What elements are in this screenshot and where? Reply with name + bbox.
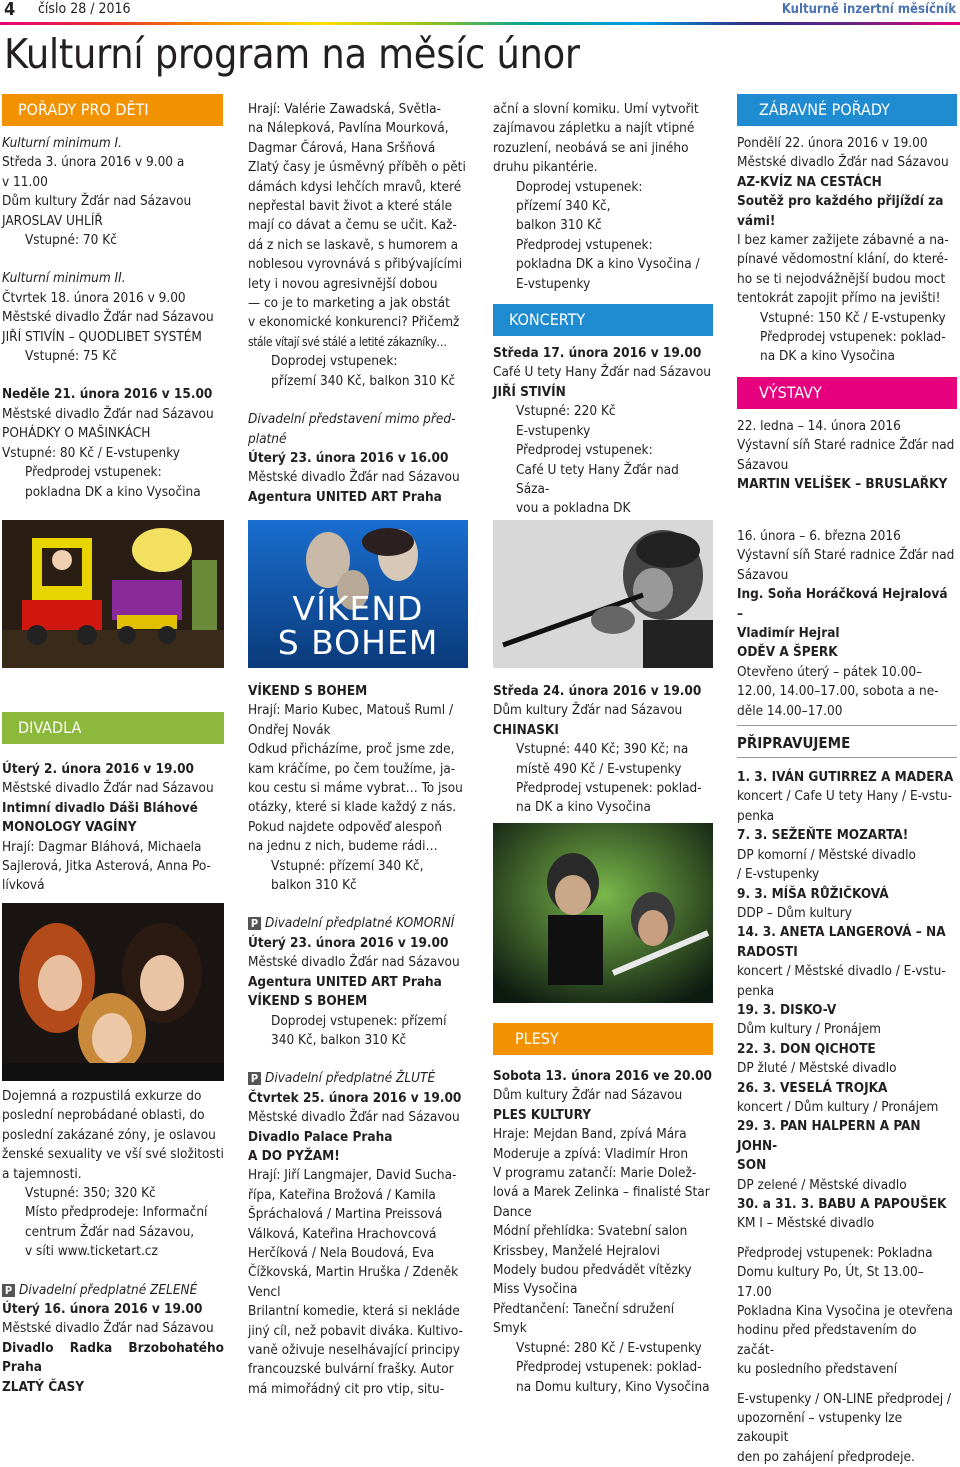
text-line: Sobota 13. února 2016 ve 20.00 bbox=[493, 1068, 712, 1084]
text-line: Café U tety Hany Žďár nad Sáza- bbox=[516, 461, 679, 497]
text-line: Špráchalová / Martina Preissová bbox=[248, 1206, 443, 1223]
text-line: vou a pokladna DK bbox=[516, 500, 631, 517]
text-line: 22. ledna – 14. února 2016 bbox=[737, 417, 901, 434]
column-2-top bbox=[248, 100, 468, 507]
text-line: Agentura UNITED ART Praha bbox=[248, 488, 442, 505]
column-3-bottom-balls bbox=[493, 1023, 713, 1397]
event-title: MONOLOGY VAGÍNY bbox=[2, 819, 137, 836]
text-line: 26. 3. VESELÁ TROJKA bbox=[737, 1079, 888, 1096]
event-title: JIŘÍ STIVÍN bbox=[493, 383, 566, 400]
text-line: Městské divadlo Žďár nad Sázavou bbox=[2, 1320, 214, 1337]
text-line: mají co dávat a čemu se učit. Kaž- bbox=[248, 217, 457, 234]
text-line: Divadelní předplatné KOMORNÍ bbox=[265, 915, 455, 932]
text-line: Dům kultury / Pronájem bbox=[737, 1021, 881, 1038]
text-line: balkon 310 Kč bbox=[271, 877, 357, 894]
text-line: DDP – Dům kultury bbox=[737, 904, 852, 921]
text-line: Kulturní minimum II. bbox=[2, 270, 126, 287]
subscription-icon: P bbox=[248, 1072, 261, 1085]
text-line: rozuzlení, neobává se ani jiného bbox=[493, 139, 689, 156]
event-title: VÍKEND S BOHEM bbox=[248, 683, 368, 699]
text-line: Soutěž pro každého přijíždí za bbox=[737, 193, 944, 210]
event-title: MARTIN VELÍŠEK – BRUSLAŘKY bbox=[737, 476, 948, 493]
text-line: Hrají: Dagmar Bláhová, Michaela bbox=[2, 838, 202, 855]
text-line: 7. 3. SEŽEŇTE MOZARTA! bbox=[737, 827, 909, 844]
text-line: Vencl bbox=[248, 1283, 281, 1300]
text-line: penka bbox=[737, 982, 775, 999]
text-line: na Nálepková, Pavlína Mourková, bbox=[248, 120, 449, 137]
text-line: penka bbox=[737, 807, 775, 824]
event-title: ODĚV A ŠPERK bbox=[737, 644, 838, 661]
text-line: Předtančení: Taneční sdružení bbox=[493, 1300, 675, 1317]
text-line: Divadelní předplatné ZELENÉ bbox=[19, 1281, 198, 1298]
text-line: Městské divadlo Žďár nad Sázavou bbox=[2, 405, 214, 422]
column-3-top bbox=[493, 100, 713, 519]
text-line: vaně oživuje neselhávající principy bbox=[248, 1342, 460, 1358]
text-line: E-vstupenky / ON-LINE předprodej / bbox=[737, 1390, 952, 1407]
event-title: POHÁDKY O MAŠINKÁCH bbox=[2, 425, 151, 442]
section-heading-concerts: KONCERTY bbox=[493, 304, 713, 336]
text-line: Doprodej vstupenek: bbox=[271, 353, 398, 370]
text-line: Předprodej vstupenek: poklad- bbox=[516, 780, 702, 797]
text-line: 30. a 31. 3. BABU A PAPOUŠEK bbox=[737, 1196, 947, 1212]
text-line: Městské divadlo Žďár nad Sázavou bbox=[737, 154, 949, 171]
text-line: Dům kultury Žďár nad Sázavou bbox=[2, 193, 192, 210]
section-heading-entertainment: ZÁBAVNÉ POŘADY bbox=[737, 94, 957, 126]
text-line: Čtvrtek 18. února 2016 v 9.00 bbox=[2, 289, 186, 306]
text-line: Herčíková / Nela Boudová, Eva bbox=[248, 1244, 435, 1261]
text-line: Vstupné: přízemí 340 Kč, bbox=[271, 857, 424, 874]
text-line: Hraje: Mejdan Band, zpívá Mára bbox=[493, 1126, 687, 1143]
text-line: platné bbox=[248, 430, 287, 447]
text-line: místě 490 Kč / E-vstupenky bbox=[516, 760, 682, 777]
text-line: pokladna DK a kino Vysočina / bbox=[516, 256, 700, 273]
text-line: Hrají: Mario Kubec, Matouš Ruml / bbox=[248, 702, 454, 719]
text-line: Vstupné: 150 Kč / E-vstupenky bbox=[760, 309, 946, 326]
text-line: děle 14.00–17.00 bbox=[737, 702, 843, 719]
text-line: Městské divadlo Žďár nad Sázavou bbox=[248, 1109, 460, 1126]
text-line: Úterý 2. února 2016 v 19.00 bbox=[2, 761, 194, 777]
section-heading-balls: PLESY bbox=[493, 1023, 713, 1055]
issue-number: číslo 28 / 2016 bbox=[38, 1, 131, 17]
text-line: Praha bbox=[2, 1359, 42, 1376]
text-line: nepřestal bavit život a které stále bbox=[248, 198, 453, 215]
text-line: Dojemná a rozpustilá exkurze do bbox=[2, 1088, 202, 1104]
text-line: Brilantní komedie, která si nekláde bbox=[248, 1303, 460, 1320]
text-line: Dům kultury Žďár nad Sázavou bbox=[493, 1087, 683, 1104]
text-line: centrum Žďár nad Sázavou, bbox=[25, 1223, 195, 1240]
section-heading-theatre: DIVADLA bbox=[2, 712, 224, 744]
text-line: Sázavou bbox=[737, 566, 789, 583]
photo-puppet-show bbox=[2, 520, 224, 668]
text-line: Divadlo Radka Brzobohatého bbox=[2, 1339, 224, 1356]
text-line: 1. 3. IVÁN GUTIRREZ A MADERA bbox=[737, 769, 954, 786]
poster-title-line-1: VÍKEND bbox=[292, 589, 424, 628]
text-line: jiný cíl, než pobavit diváka. Kultivo- bbox=[248, 1322, 463, 1339]
text-line: Dance bbox=[493, 1203, 532, 1220]
text-line: KM I – Městské divadlo bbox=[737, 1215, 875, 1232]
text-line: na DK a kino Vysočina bbox=[516, 799, 651, 816]
column-4-bottom bbox=[737, 527, 957, 1467]
text-line: Vstupné: 350; 320 Kč bbox=[25, 1185, 156, 1202]
text-line: Vstupné: 220 Kč bbox=[516, 403, 616, 420]
text-line: Divadlo Palace Praha bbox=[248, 1128, 393, 1145]
text-line: Pokladna Kina Vysočina je otevřena bbox=[737, 1303, 953, 1320]
rainbow-divider bbox=[0, 22, 960, 25]
text-line: Hrají: Jiří Langmajer, David Sucha- bbox=[248, 1167, 457, 1184]
text-line: lety i novou agresivnější dobou bbox=[248, 275, 438, 292]
text-line: I bez kamer zažijete zábavné a na- bbox=[737, 232, 949, 249]
text-line: Středa 24. února 2016 v 19.00 bbox=[493, 683, 702, 699]
stivin-image bbox=[493, 520, 713, 668]
subscription-icon: P bbox=[248, 917, 261, 930]
text-line: na Domu kultury, Kino Vysočina bbox=[516, 1378, 710, 1395]
text-line: 19. 3. DISKO-V bbox=[737, 1001, 837, 1018]
text-line: Módní přehlídka: Svatební salon bbox=[493, 1223, 688, 1240]
text-line: kou cestu si máme vybrat… To jsou bbox=[248, 780, 463, 797]
event-title: ZLATÝ ČASY bbox=[2, 1378, 85, 1395]
text-line: Vstupné: 70 Kč bbox=[25, 232, 117, 249]
text-line: Předprodej vstupenek: bbox=[516, 236, 653, 253]
text-line: Úterý 23. února 2016 v 19.00 bbox=[248, 934, 449, 951]
page-title: Kulturní program na měsíc únor bbox=[4, 30, 580, 78]
text-line: SON bbox=[737, 1157, 767, 1174]
column-1-top bbox=[2, 94, 223, 502]
text-line: Modely budou předvádět vítězky bbox=[493, 1262, 692, 1279]
text-line: 12.00, 14.00–17.00, sobota a ne- bbox=[737, 683, 939, 700]
text-line: poslední neprobádané oblasti, do bbox=[2, 1107, 205, 1124]
text-line: koncert / Městské divadlo / E-vstu- bbox=[737, 963, 946, 980]
text-line: balkon 310 Kč bbox=[516, 217, 602, 234]
text-line: Domu kultury Po, Út, St 13.00– 17.00 bbox=[737, 1264, 924, 1300]
text-line: Vstupné: 80 Kč / E-vstupenky bbox=[2, 444, 180, 461]
text-line: francouzské bulvární frašky. Autor bbox=[248, 1361, 454, 1378]
photo-jiri-stivin bbox=[493, 520, 713, 668]
event-title: JIŘÍ STIVÍN – QUODLIBET SYSTÉM bbox=[2, 328, 202, 345]
text-line: vámi! bbox=[737, 212, 776, 229]
text-line: Zlatý časy je úsměvný příběh o pěti bbox=[248, 159, 466, 176]
text-line: řípa, Kateřina Brožová / Kamila bbox=[248, 1186, 436, 1203]
section-heading-children: POŘADY PRO DĚTI bbox=[2, 94, 223, 126]
poster-title bbox=[248, 589, 468, 662]
column-2-bottom bbox=[248, 682, 468, 1399]
text-line: Krissbey, Manželé Hejralovi bbox=[493, 1242, 661, 1259]
event-title: JAROSLAV UHLÍŘ bbox=[2, 212, 103, 229]
text-line: Vstupné: 440 Kč; 390 Kč; na bbox=[516, 741, 689, 758]
text-line: Městské divadlo Žďár nad Sázavou bbox=[2, 780, 214, 797]
section-heading-upcoming: PŘIPRAVUJEME bbox=[737, 734, 851, 753]
text-line: Doprodej vstupenek: bbox=[516, 178, 643, 195]
text-line: Divadelní představení mimo před- bbox=[248, 411, 456, 428]
text-line: ho se ti nejodvážnější budou moct bbox=[737, 270, 946, 287]
text-line: Odkud přicházíme, proč jsme zde, bbox=[248, 741, 455, 758]
poster-vikend-s-bohem bbox=[248, 520, 468, 668]
event-title: A DO PYŽAM! bbox=[248, 1147, 340, 1164]
text-line: 14. 3. ANETA LANGEROVÁ – NA bbox=[737, 924, 946, 941]
text-line: Válková, Kateřina Hrachovcová bbox=[248, 1225, 437, 1242]
text-line: E-vstupenky bbox=[516, 422, 591, 439]
text-line: hodinu před představením do začát- bbox=[737, 1322, 917, 1358]
page-number: 4 bbox=[4, 0, 16, 20]
text-line: Místo předprodeje: Informační bbox=[25, 1204, 208, 1221]
text-line: Městské divadlo Žďár nad Sázavou bbox=[2, 309, 214, 326]
text-line: Sajlerová, Jitka Asterová, Anna Po- bbox=[2, 858, 211, 875]
text-line: Předprodej vstupenek: poklad- bbox=[516, 1359, 702, 1376]
text-line: koncert / Cafe U tety Hany / E-vstu- bbox=[737, 788, 953, 805]
text-line: Divadelní předplatné ŽLUTÉ bbox=[265, 1070, 436, 1087]
text-line: Agentura UNITED ART Praha bbox=[248, 973, 442, 990]
text-line: Sázavou bbox=[737, 456, 789, 473]
poster-title-line-2: S BOHEM bbox=[277, 623, 439, 662]
text-line: Pokud najdete odpověď alespoň bbox=[248, 818, 442, 835]
text-line: přízemí 340 Kč, balkon 310 Kč bbox=[271, 372, 456, 389]
text-line: Vstupné: 280 Kč / E-vstupenky bbox=[516, 1339, 702, 1356]
text-line: 22. 3. DON QICHOTE bbox=[737, 1040, 876, 1057]
text-line: Vstupné: 75 Kč bbox=[25, 348, 117, 365]
text-line: upozornění – vstupenky lze zakoupit bbox=[737, 1410, 903, 1446]
event-title: VÍKEND S BOHEM bbox=[248, 993, 368, 1010]
text-line: Café U tety Hany Žďár nad Sázavou bbox=[493, 364, 711, 381]
text-line: 29. 3. PAN HALPERN A PAN JOHN- bbox=[737, 1118, 921, 1154]
text-line: Ing. Soňa Horáčková Hejralová – bbox=[737, 586, 948, 622]
event-title: AZ-KVÍZ NA CESTÁCH bbox=[737, 173, 882, 190]
text-line: — co je to marketing a jak obstát bbox=[248, 295, 450, 312]
text-line: poslední zakázané zóny, je oslavou bbox=[2, 1126, 216, 1143]
text-line: Středa 17. února 2016 v 19.00 bbox=[493, 345, 702, 362]
text-line: Miss Vysočina bbox=[493, 1281, 578, 1298]
text-line: Úterý 16. února 2016 v 19.00 bbox=[2, 1301, 203, 1318]
text-line: Intimní divadlo Dáši Bláhové bbox=[2, 799, 198, 816]
photo-monology-vaginy bbox=[2, 903, 224, 1081]
text-line: v síti www.ticketart.cz bbox=[25, 1243, 158, 1260]
page-header bbox=[0, 0, 960, 22]
text-line: ační a slovní komiku. Umí vytvořit bbox=[493, 101, 699, 117]
text-line: Předprodej vstupenek: Pokladna bbox=[737, 1244, 933, 1261]
text-line: Předprodej vstupenek: bbox=[25, 464, 162, 481]
text-line: Kulturní minimum I. bbox=[2, 135, 122, 151]
text-line: na jednu z nich, budeme rádi… bbox=[248, 838, 438, 855]
text-line: Městské divadlo Žďár nad Sázavou bbox=[248, 954, 460, 971]
text-line: Vladimír Hejral bbox=[737, 625, 840, 642]
text-line: dámách kdysi lehčích mravů, které bbox=[248, 178, 462, 195]
text-line: v ekonomické konkurenci? Přičemž bbox=[248, 314, 460, 331]
text-line: má mimořádný cit pro vtip, situ- bbox=[248, 1380, 445, 1397]
actresses-image bbox=[2, 903, 224, 1081]
text-line: Čtvrtek 25. února 2016 v 19.00 bbox=[248, 1089, 462, 1106]
text-line: Městské divadlo Žďár nad Sázavou bbox=[248, 469, 460, 486]
column-3-bottom bbox=[493, 682, 713, 818]
text-line: lívková bbox=[2, 877, 45, 894]
text-line: pokladna DK a kino Vysočina bbox=[25, 483, 201, 500]
text-line: den po zahájení předprodeje. bbox=[737, 1448, 915, 1465]
text-line: druhu pikantérie. bbox=[493, 159, 598, 176]
text-line: DP komorní / Městské divadlo bbox=[737, 846, 916, 863]
text-line: stále vítají své stálé a letité zákazníky… bbox=[248, 334, 447, 349]
text-line: Smyk bbox=[493, 1320, 527, 1337]
text-line: Moderuje a zpívá: Vladimír Hron bbox=[493, 1145, 689, 1162]
text-line: Středa 3. února 2016 v 9.00 a bbox=[2, 154, 185, 171]
text-line: zajímavou zápletku a najít vtipné bbox=[493, 120, 695, 137]
text-line: dá z nich se laskavě, s humorem a bbox=[248, 236, 459, 253]
text-line: Výstavní síň Staré radnice Žďár nad bbox=[737, 547, 955, 564]
text-line: 340 Kč, balkon 310 Kč bbox=[271, 1031, 407, 1048]
column-1-bottom-text bbox=[2, 1087, 224, 1397]
text-line: noblesou vyrovnává s přibývajícími bbox=[248, 256, 463, 273]
text-line: tentokrát zapojit přímo na jevišti! bbox=[737, 290, 941, 307]
text-line: V programu zatančí: Marie Dolež- bbox=[493, 1165, 697, 1182]
column-4-top bbox=[737, 94, 957, 495]
text-line: kam kráčíme, po čem toužíme, ja- bbox=[248, 760, 456, 777]
text-line: / E-vstupenky bbox=[737, 866, 820, 883]
text-line: Doprodej vstupenek: přízemí bbox=[271, 1012, 447, 1029]
text-line: E-vstupenky bbox=[516, 275, 591, 292]
text-line: Výstavní síň Staré radnice Žďár nad bbox=[737, 437, 955, 454]
text-line: Předprodej vstupenek: poklad- bbox=[760, 329, 946, 346]
text-line: Otevřeno úterý – pátek 10.00– bbox=[737, 663, 923, 680]
text-line: přízemí 340 Kč, bbox=[516, 198, 611, 215]
text-line: otázky, které si klade každý z nás. bbox=[248, 799, 457, 816]
event-title: PLES KULTURY bbox=[493, 1106, 592, 1123]
section-heading-exhibitions: VÝSTAVY bbox=[737, 377, 957, 409]
text-line: a tajemnosti. bbox=[2, 1165, 82, 1182]
text-line: 16. února – 6. března 2016 bbox=[737, 528, 901, 544]
photo-chinaski bbox=[493, 823, 713, 1003]
text-line: Ondřej Novák bbox=[248, 721, 331, 738]
text-line: ku posledního představení bbox=[737, 1361, 898, 1378]
text-line: Dům kultury Žďár nad Sázavou bbox=[493, 702, 683, 719]
chinaski-image bbox=[493, 823, 713, 1003]
text-line: Hrají: Valérie Zawadská, Světla- bbox=[248, 101, 441, 117]
column-1-bottom bbox=[2, 712, 224, 896]
text-line: Úterý 23. února 2016 v 16.00 bbox=[248, 449, 449, 466]
text-line: Neděle 21. února 2016 v 15.00 bbox=[2, 386, 213, 403]
text-line: Předprodej vstupenek: bbox=[516, 442, 653, 459]
text-line: Dagmar Čárová, Hana Sršňová bbox=[248, 139, 436, 156]
text-line: Čížkovská, Martin Hruška / Zdeněk bbox=[248, 1264, 459, 1281]
text-line: lová a Marek Zelinka – finalisté Star bbox=[493, 1184, 710, 1201]
text-line: na DK a kino Vysočina bbox=[760, 348, 895, 365]
text-line: koncert / Dům kultury / Pronájem bbox=[737, 1098, 939, 1115]
text-line: DP zelené / Městské divadlo bbox=[737, 1176, 907, 1193]
text-line: Pondělí 22. února 2016 v 19.00 bbox=[737, 135, 928, 151]
text-line: pínavé vědomostní klání, do které- bbox=[737, 251, 949, 268]
supplement-name: Kulturně inzertní měsíčník bbox=[781, 2, 956, 17]
text-line: RADOSTI bbox=[737, 943, 798, 960]
text-line: v 11.00 bbox=[2, 173, 48, 190]
text-line: 9. 3. MÍŠA RŮŽIČKOVÁ bbox=[737, 885, 889, 902]
puppet-show-image bbox=[2, 520, 224, 668]
subscription-icon: P bbox=[2, 1284, 15, 1297]
text-line: ženské sexuality ve vší své složitosti bbox=[2, 1146, 224, 1163]
text-line: DP žluté / Městské divadlo bbox=[737, 1060, 897, 1077]
event-title: CHINASKI bbox=[493, 721, 559, 738]
